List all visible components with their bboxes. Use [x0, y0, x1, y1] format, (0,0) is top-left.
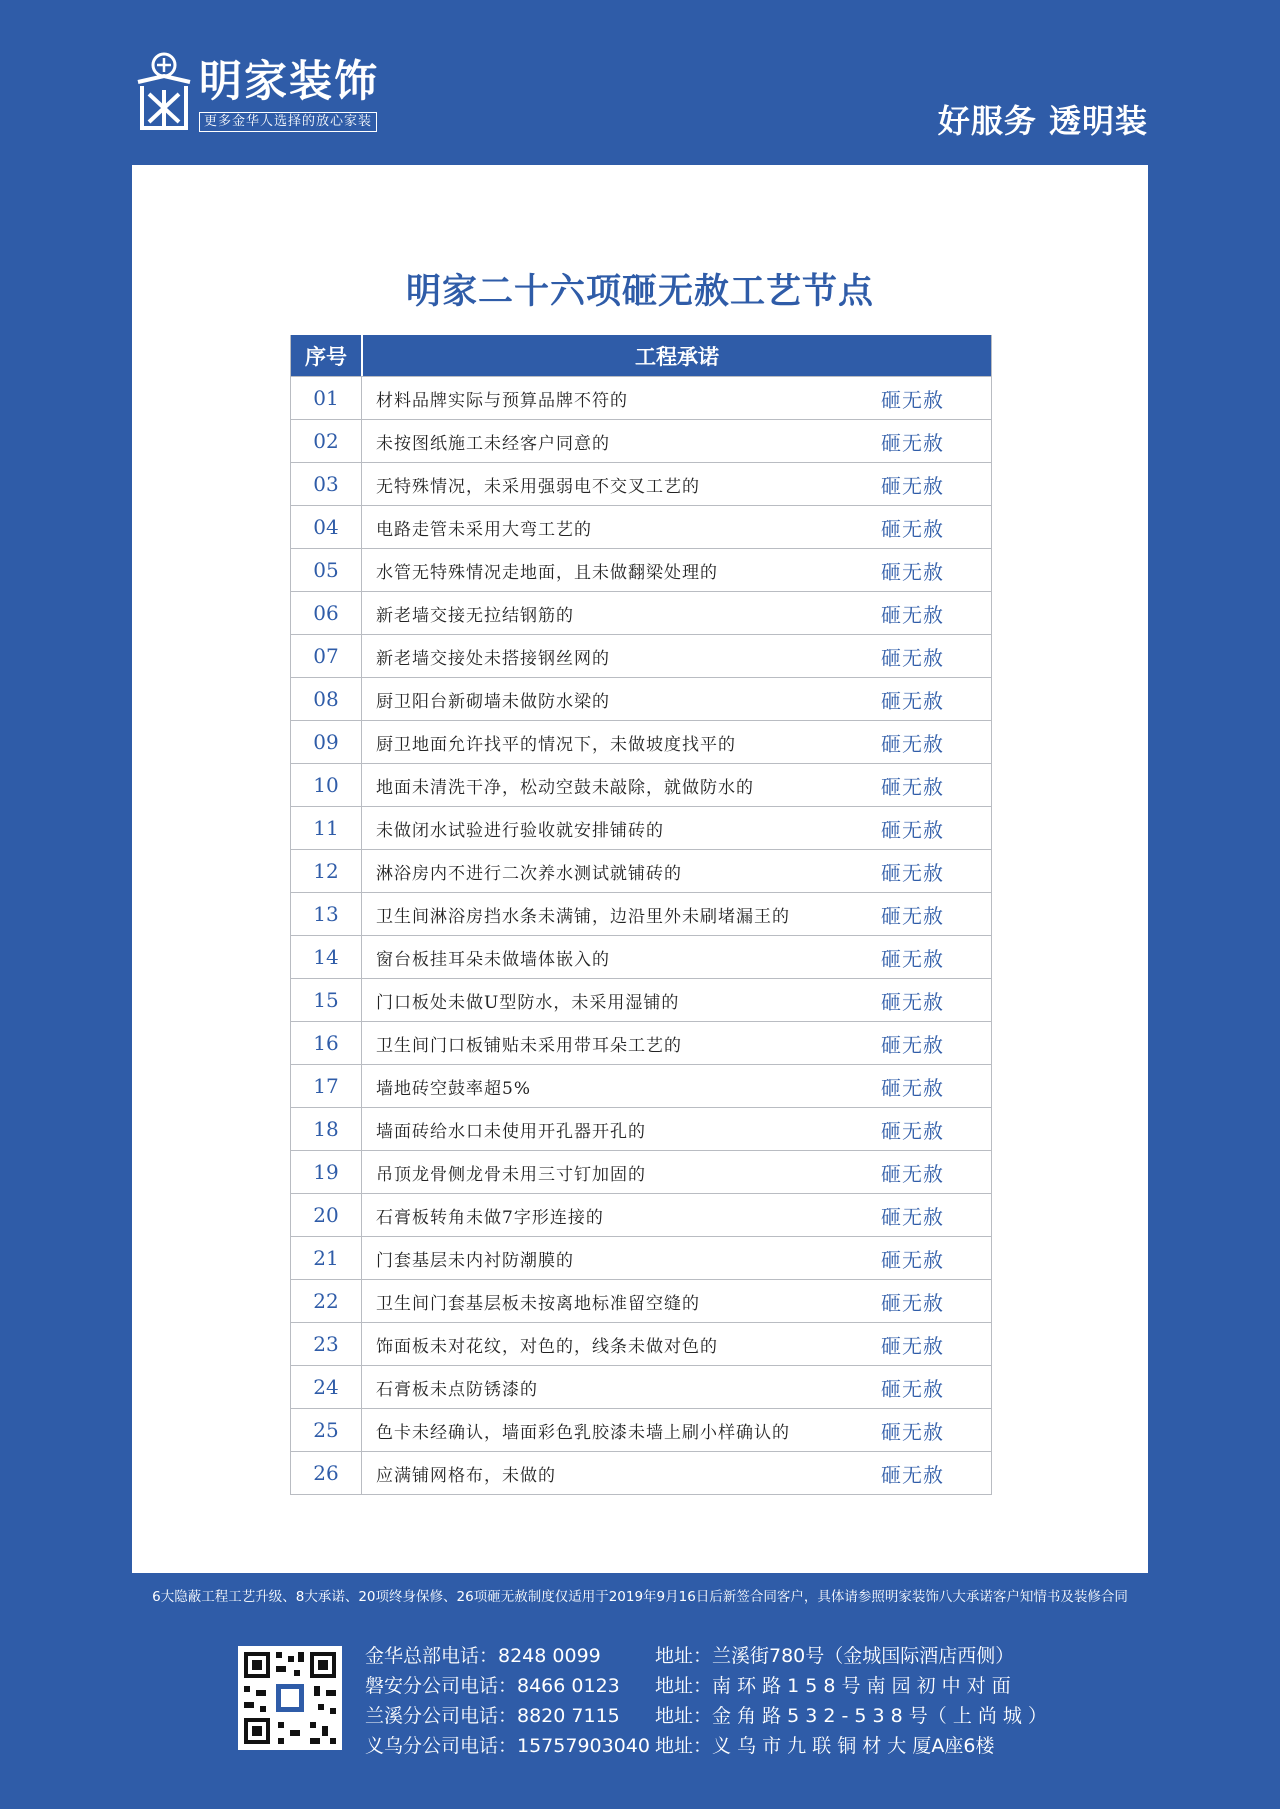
row-item: 新老墙交接处未搭接钢丝网的	[376, 648, 610, 669]
row-number: 26	[291, 1452, 362, 1494]
brand-tagline: 更多金华人选择的放心家装	[199, 112, 377, 132]
row-number: 03	[291, 463, 362, 505]
table-header	[291, 335, 991, 376]
row-penalty: 砸无赦	[881, 731, 944, 756]
table-row	[291, 1107, 991, 1150]
row-number: 24	[291, 1366, 362, 1408]
table-row	[291, 419, 991, 462]
row-number: 05	[291, 549, 362, 591]
table-body	[291, 376, 991, 1494]
row-penalty: 砸无赦	[881, 1032, 944, 1057]
row-number: 01	[291, 377, 362, 419]
row-number: 23	[291, 1323, 362, 1365]
row-number: 06	[291, 592, 362, 634]
table-row	[291, 1408, 991, 1451]
row-item: 未按图纸施工未经客户同意的	[376, 433, 610, 454]
contact-address: 地址：南 环 路 1 5 8 号 南 园 初 中 对 面	[655, 1675, 1011, 1697]
brand-name: 明家装饰	[199, 57, 379, 107]
row-penalty: 砸无赦	[881, 989, 944, 1014]
row-penalty: 砸无赦	[881, 602, 944, 627]
row-penalty: 砸无赦	[881, 1462, 944, 1487]
row-number: 10	[291, 764, 362, 806]
table-row	[291, 806, 991, 849]
row-penalty: 砸无赦	[881, 1419, 944, 1444]
row-number: 25	[291, 1409, 362, 1451]
brand-logo	[135, 48, 415, 134]
row-item: 淋浴房内不进行二次养水测试就铺砖的	[376, 863, 682, 884]
row-penalty: 砸无赦	[881, 860, 944, 885]
row-penalty: 砸无赦	[881, 1118, 944, 1143]
row-item: 饰面板未对花纹，对色的，线条未做对色的	[376, 1336, 718, 1357]
row-penalty: 砸无赦	[881, 1161, 944, 1186]
row-penalty: 砸无赦	[881, 903, 944, 928]
row-item: 无特殊情况，未采用强弱电不交叉工艺的	[376, 476, 700, 497]
row-item: 材料品牌实际与预算品牌不符的	[376, 390, 628, 411]
table-row	[291, 1236, 991, 1279]
contact-phone: 金华总部电话：8248 0099	[365, 1645, 601, 1667]
row-penalty: 砸无赦	[881, 387, 944, 412]
row-penalty: 砸无赦	[881, 688, 944, 713]
row-number: 04	[291, 506, 362, 548]
contact-phone: 磐安分公司电话：8466 0123	[365, 1675, 620, 1697]
row-item: 门口板处未做U型防水，未采用湿铺的	[376, 992, 680, 1013]
row-item: 墙面砖给水口未使用开孔器开孔的	[376, 1121, 646, 1142]
table-row	[291, 892, 991, 935]
row-number: 17	[291, 1065, 362, 1107]
row-number: 07	[291, 635, 362, 677]
row-number: 14	[291, 936, 362, 978]
row-penalty: 砸无赦	[881, 645, 944, 670]
row-penalty: 砸无赦	[881, 1247, 944, 1272]
row-item: 石膏板未点防锈漆的	[376, 1379, 538, 1400]
row-penalty: 砸无赦	[881, 473, 944, 498]
row-penalty: 砸无赦	[881, 946, 944, 971]
contact-address: 地址：金 角 路 5 3 2 - 5 3 8 号（ 上 尚 城 ）	[655, 1705, 1047, 1727]
row-penalty: 砸无赦	[881, 430, 944, 455]
row-penalty: 砸无赦	[881, 817, 944, 842]
row-penalty: 砸无赦	[881, 559, 944, 584]
row-item: 电路走管未采用大弯工艺的	[376, 519, 592, 540]
row-number: 15	[291, 979, 362, 1021]
row-item: 新老墙交接无拉结钢筋的	[376, 605, 574, 626]
document-title: 明家二十六项砸无赦工艺节点	[405, 272, 874, 312]
column-header-item: 工程承诺	[635, 344, 719, 369]
contact-line	[365, 1641, 1065, 1671]
contact-address: 地址：义 乌 市 九 联 铜 材 大 厦A座6楼	[655, 1735, 995, 1757]
row-item: 色卡未经确认，墙面彩色乳胶漆未墙上刷小样确认的	[376, 1422, 790, 1443]
row-penalty: 砸无赦	[881, 1376, 944, 1401]
table-row	[291, 462, 991, 505]
row-item: 未做闭水试验进行验收就安排铺砖的	[376, 820, 664, 841]
row-number: 20	[291, 1194, 362, 1236]
row-number: 16	[291, 1022, 362, 1064]
table-row	[291, 935, 991, 978]
row-penalty: 砸无赦	[881, 1333, 944, 1358]
table-row	[291, 634, 991, 677]
table-row	[291, 1322, 991, 1365]
table-row	[291, 1064, 991, 1107]
contact-list	[365, 1641, 1065, 1761]
row-item: 门套基层未内衬防潮膜的	[376, 1250, 574, 1271]
table-row	[291, 505, 991, 548]
header	[0, 0, 1280, 165]
column-header-no: 序号	[291, 335, 363, 376]
table-row	[291, 591, 991, 634]
row-number: 09	[291, 721, 362, 763]
row-item: 厨卫阳台新砌墙未做防水梁的	[376, 691, 610, 712]
row-penalty: 砸无赦	[881, 1204, 944, 1229]
table-row	[291, 1150, 991, 1193]
table-row	[291, 677, 991, 720]
document-sheet	[132, 165, 1148, 1573]
row-number: 22	[291, 1280, 362, 1322]
row-number: 02	[291, 420, 362, 462]
table-row	[291, 849, 991, 892]
row-item: 厨卫地面允许找平的情况下，未做坡度找平的	[376, 734, 736, 755]
row-item: 窗台板挂耳朵未做墙体嵌入的	[376, 949, 610, 970]
row-penalty: 砸无赦	[881, 516, 944, 541]
table-row	[291, 1451, 991, 1494]
row-item: 应满铺网格布，未做的	[376, 1465, 556, 1486]
table-row	[291, 1279, 991, 1322]
row-penalty: 砸无赦	[881, 1075, 944, 1100]
footer-note: 6大隐蔽工程工艺升级、8大承诺、20项终身保修、26项砸无赦制度仅适用于2019年9月16日后新签合同客户，具体请参照明家装饰八大承诺客户知情书及装修合同	[152, 1589, 1128, 1605]
row-item: 卫生间门口板铺贴未采用带耳朵工艺的	[376, 1035, 682, 1056]
home-logo-icon	[135, 52, 193, 130]
table-row	[291, 720, 991, 763]
table-row	[291, 1021, 991, 1064]
row-item: 水管无特殊情况走地面，且未做翻梁处理的	[376, 562, 718, 583]
row-penalty: 砸无赦	[881, 774, 944, 799]
row-number: 11	[291, 807, 362, 849]
contact-line	[365, 1671, 1065, 1701]
row-item: 卫生间淋浴房挡水条未满铺，边沿里外未刷堵漏王的	[376, 906, 790, 927]
row-number: 13	[291, 893, 362, 935]
table-row	[291, 1365, 991, 1408]
contact-phone: 兰溪分公司电话：8820 7115	[365, 1705, 620, 1727]
slogan: 好服务 透明装	[937, 102, 1148, 140]
contact-line	[365, 1731, 1065, 1761]
row-item: 吊顶龙骨侧龙骨未用三寸钉加固的	[376, 1164, 646, 1185]
row-item: 卫生间门套基层板未按离地标准留空缝的	[376, 1293, 700, 1314]
row-penalty: 砸无赦	[881, 1290, 944, 1315]
row-number: 08	[291, 678, 362, 720]
table-row	[291, 763, 991, 806]
row-item: 墙地砖空鼓率超5%	[376, 1078, 531, 1099]
contact-address: 地址：兰溪街780号（金城国际酒店西侧）	[655, 1645, 1015, 1667]
table-row	[291, 978, 991, 1021]
contact-phone: 义乌分公司电话：15757903040	[365, 1735, 650, 1757]
row-number: 19	[291, 1151, 362, 1193]
table-row	[291, 548, 991, 591]
qr-code-icon	[238, 1646, 342, 1750]
row-number: 18	[291, 1108, 362, 1150]
row-item: 石膏板转角未做7字形连接的	[376, 1207, 604, 1228]
table-row	[291, 1193, 991, 1236]
row-item: 地面未清洗干净，松动空鼓未敲除，就做防水的	[376, 777, 754, 798]
row-number: 12	[291, 850, 362, 892]
table-row	[291, 376, 991, 419]
contact-line	[365, 1701, 1065, 1731]
row-number: 21	[291, 1237, 362, 1279]
commitment-table	[290, 335, 992, 1495]
